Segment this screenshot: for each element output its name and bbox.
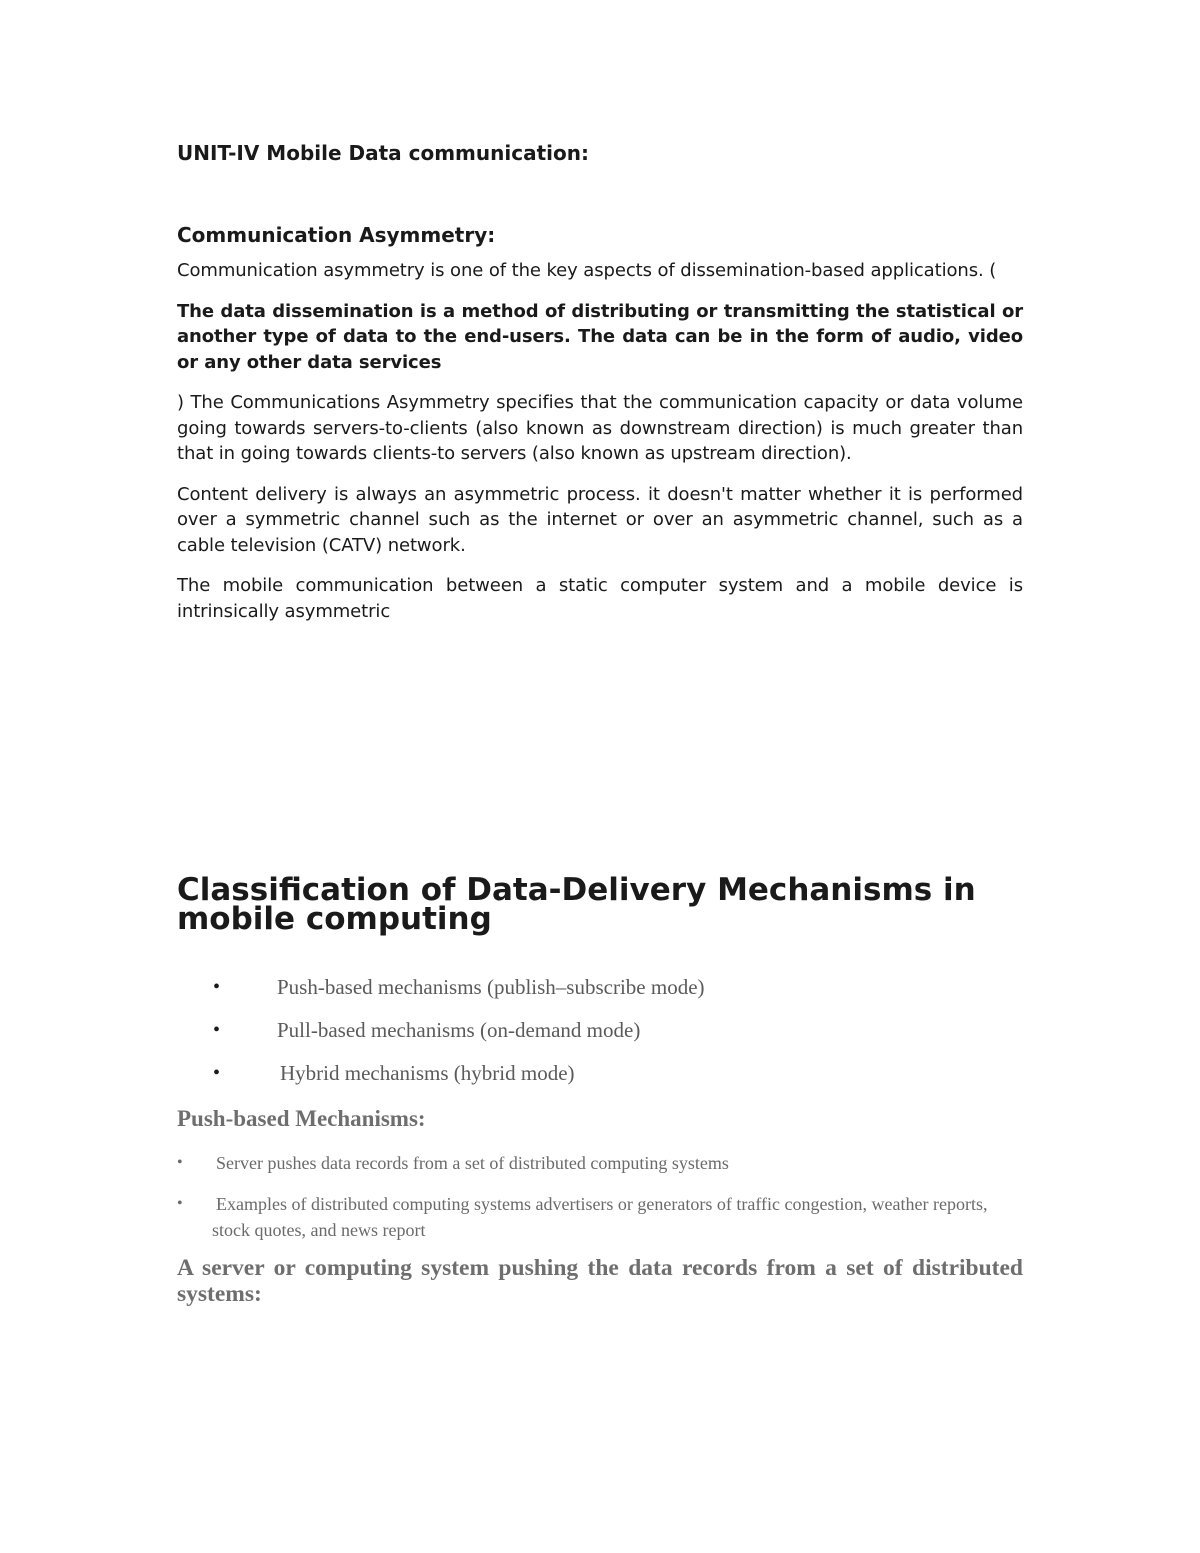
mechanism-label: Hybrid mechanisms (hybrid mode) — [280, 1061, 575, 1085]
mechanisms-list — [177, 972, 1023, 1101]
unit-title: UNIT-IV Mobile Data communication: — [177, 141, 589, 165]
list-item — [177, 1191, 1023, 1243]
asymmetry-section-title: Communication Asymmetry: — [177, 223, 496, 247]
dissemination-definition-paragraph: The data dissemination is a method of distributing or transmitting the statistical or another type of data to the end-users. The data can be in the form of audio, video or any other data services — [177, 300, 1023, 373]
server-push-subheading: A server or computing system pushing the data records from a set of distributed systems: — [177, 1255, 1023, 1307]
mechanism-label: Push-based mechanisms (publish–subscribe mode) — [277, 975, 705, 999]
list-item — [177, 972, 1023, 1015]
bullet-icon: • — [177, 1195, 183, 1212]
asymmetry-content — [177, 138, 1023, 639]
asymmetry-paragraph-3: ) The Communications Asymmetry specifies that the communication capacity or data volume going towards servers-to-clients (also known as downstream direction) is much greater than that in going towards clients-to servers (also known as upstream direction). — [177, 392, 1023, 464]
push-item-text: Server pushes data records from a set of distributed computing systems — [216, 1153, 729, 1173]
asymmetry-paragraph-4: Content delivery is always an asymmetric process. it doesn't matter whether it is performed over a symmetric channel such as the internet or over an asymmetric channel, such as a cable television (CATV) network. — [177, 483, 1023, 556]
classification-heading: Classification of Data-Delivery Mechanisms in mobile computing — [177, 872, 976, 937]
list-item — [177, 1058, 1023, 1101]
bullet-icon: • — [213, 1019, 221, 1041]
bullet-icon: • — [213, 976, 221, 998]
push-section-heading: Push-based Mechanisms: — [177, 1106, 426, 1131]
list-item — [177, 1150, 1023, 1176]
asymmetry-paragraph-5: The mobile communication between a static computer system and a mobile device is intrinsically asymmetric — [177, 575, 1023, 622]
mechanism-label: Pull-based mechanisms (on-demand mode) — [277, 1018, 641, 1042]
list-item — [177, 1015, 1023, 1058]
push-item-text: Examples of distributed computing systems advertisers or generators of traffic congestion, weather reports, stock quotes, and news report — [212, 1194, 988, 1240]
bullet-icon: • — [177, 1154, 183, 1171]
bullet-icon: • — [213, 1062, 221, 1084]
asymmetry-paragraph-1: Communication asymmetry is one of the key aspects of dissemination-based applications. ( — [177, 260, 997, 281]
push-list — [177, 1150, 1023, 1258]
